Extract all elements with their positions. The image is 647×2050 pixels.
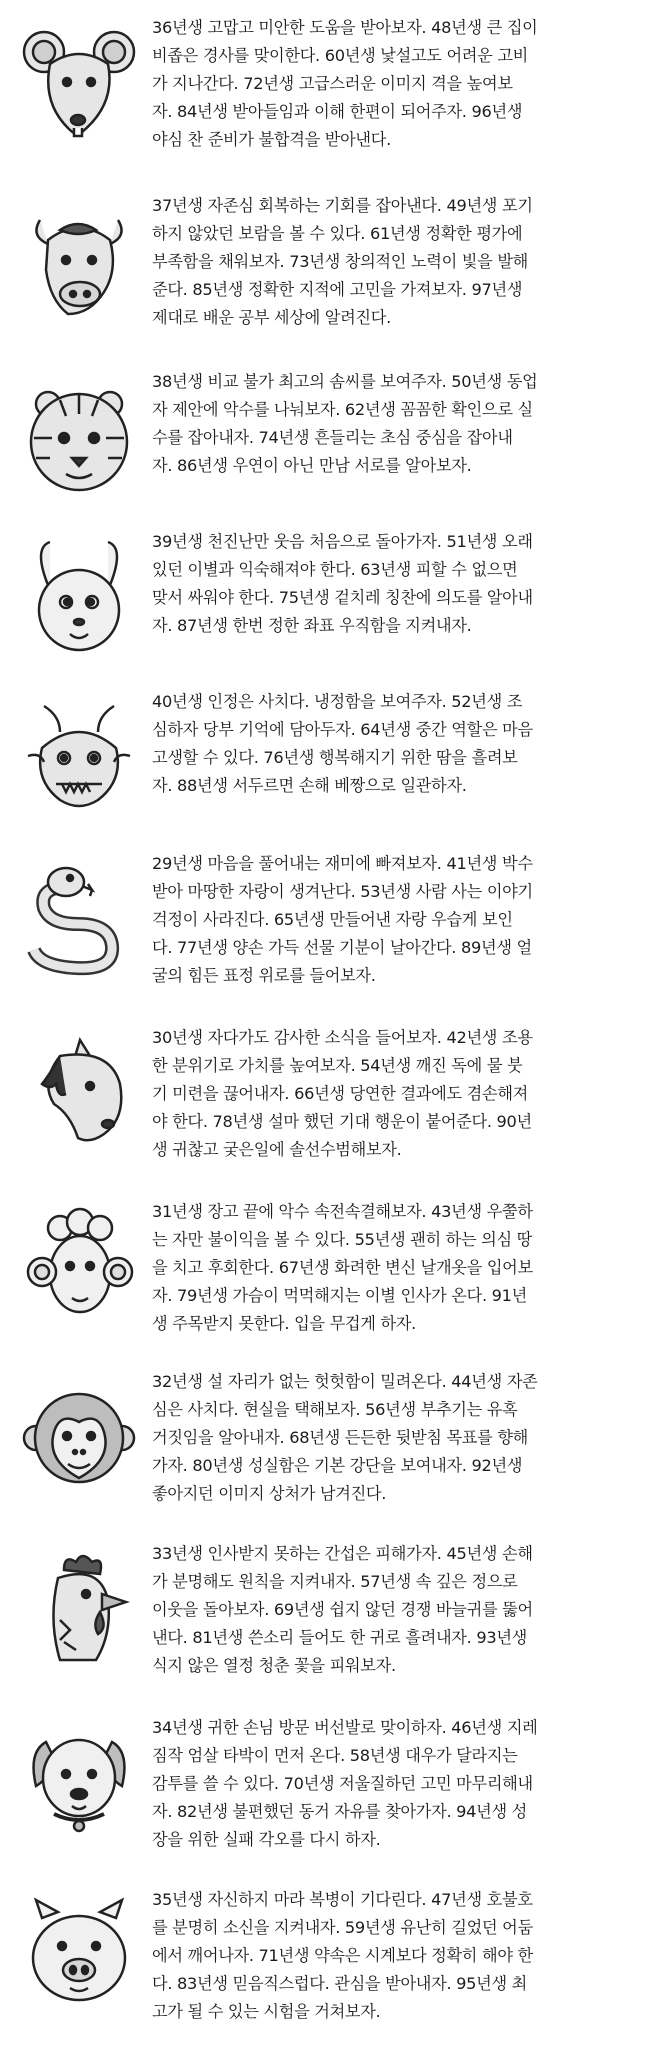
rat-icon (20, 24, 138, 144)
text-line: 걱정이 사라진다. 65년생 만들어낸 자랑 우습게 보인 (152, 910, 513, 929)
text-line: 고생할 수 있다. 76년생 행복해지기 위한 땀을 흘려보 (152, 748, 518, 767)
text-line: 준다. 85년생 정확한 지적에 고민을 가져보자. 97년생 (152, 280, 523, 299)
horoscope-text (152, 1024, 640, 1164)
horoscope-text (152, 1714, 640, 1854)
horoscope-text (152, 688, 640, 800)
horoscope-text (152, 1368, 640, 1508)
text-line: 거짓임을 알아내자. 68년생 든든한 뒷받침 목표를 향해 (152, 1428, 528, 1447)
horoscope-text (152, 1886, 640, 2026)
text-line: 가 지나간다. 72년생 고급스러운 이미지 격을 높여보 (152, 74, 513, 93)
horoscope-text (152, 1198, 640, 1338)
tiger-icon (20, 378, 138, 498)
horoscope-text (152, 528, 640, 640)
text-line: 37년생 자존심 회복하는 기회를 잡아낸다. 49년생 포기 (152, 196, 533, 215)
ox-icon (20, 200, 138, 320)
horoscope-text (152, 192, 640, 332)
text-line: 야심 찬 준비가 불합격을 받아낸다. (152, 130, 391, 149)
text-line: 36년생 고맙고 미안한 도움을 받아보자. 48년생 큰 집이 (152, 18, 538, 37)
monkey-icon (20, 1378, 138, 1498)
text-line: 자. 82년생 불편했던 동거 자유를 찾아가자. 94년생 성 (152, 1802, 528, 1821)
sheep-icon (20, 1206, 138, 1326)
text-line: 한 분위기로 가치를 높여보자. 54년생 깨진 독에 물 붓 (152, 1056, 523, 1075)
text-line: 는 자만 불이익을 볼 수 있다. 55년생 괜히 하는 의심 땅 (152, 1230, 533, 1249)
text-line: 장을 위한 실패 각오를 다시 하자. (152, 1830, 381, 1849)
text-line: 가 분명해도 원칙을 지켜내자. 57년생 속 깊은 정으로 (152, 1572, 518, 1591)
snake-icon (20, 858, 138, 978)
text-line: 비좁은 경사를 맞이한다. 60년생 낯설고도 어려운 고비 (152, 46, 528, 65)
text-line: 낸다. 81년생 쓴소리 들어도 한 귀로 흘려내자. 93년생 (152, 1628, 528, 1647)
text-line: 짐작 엄살 타박이 먼저 온다. 58년생 대우가 달라지는 (152, 1746, 518, 1765)
text-line: 32년생 설 자리가 없는 헛헛함이 밀려온다. 44년생 자존 (152, 1372, 538, 1391)
text-line: 야 한다. 78년생 설마 했던 기대 행운이 붙어준다. 90년 (152, 1112, 532, 1131)
text-line: 맞서 싸워야 한다. 75년생 겉치레 칭찬에 의도를 알아내 (152, 588, 533, 607)
pig-icon (20, 1896, 138, 2016)
text-line: 33년생 인사받지 못하는 간섭은 피해가자. 45년생 손해 (152, 1544, 533, 1563)
text-line: 고가 될 수 있는 시험을 거쳐보자. (152, 2002, 381, 2021)
text-line: 다. 83년생 믿음직스럽다. 관심을 받아내자. 95년생 최 (152, 1974, 528, 1993)
text-line: 34년생 귀한 손님 방문 버선발로 맞이하자. 46년생 지레 (152, 1718, 538, 1737)
text-line: 생 주목받지 못한다. 입을 무겁게 하자. (152, 1314, 416, 1333)
text-line: 굴의 힘든 표정 위로를 들어보자. (152, 966, 376, 985)
text-line: 다. 77년생 양손 가득 선물 기분이 날아간다. 89년생 얼 (152, 938, 532, 957)
text-line: 29년생 마음을 풀어내는 재미에 빠져보자. 41년생 박수 (152, 854, 533, 873)
text-line: 좋아지던 이미지 상처가 남겨진다. (152, 1484, 387, 1503)
text-line: 자. 84년생 받아들임과 이해 한편이 되어주자. 96년생 (152, 102, 523, 121)
text-line: 부족함을 채워보자. 73년생 창의적인 노력이 빛을 발해 (152, 252, 528, 271)
text-line: 을 치고 후회한다. 67년생 화려한 변신 날개옷을 입어보 (152, 1258, 533, 1277)
text-line: 기 미련을 끊어내자. 66년생 당연한 결과에도 겸손해져 (152, 1084, 528, 1103)
horoscope-text (152, 14, 640, 154)
text-line: 식지 않은 열정 청춘 꽃을 피워보자. (152, 1656, 396, 1675)
text-line: 자. 88년생 서두르면 손해 베짱으로 일관하자. (152, 776, 467, 795)
text-line: 자. 87년생 한번 정한 좌표 우직함을 지켜내자. (152, 616, 472, 635)
text-line: 감투를 쓸 수 있다. 70년생 저울질하던 고민 마무리해내 (152, 1774, 533, 1793)
text-line: 자 제안에 악수를 나눠보자. 62년생 꼼꼼한 확인으로 실 (152, 400, 533, 419)
text-line: 제대로 배운 공부 세상에 알려진다. (152, 308, 391, 327)
rabbit-icon (20, 538, 138, 658)
dog-icon (20, 1722, 138, 1842)
text-line: 40년생 인정은 사치다. 냉정함을 보여주자. 52년생 조 (152, 692, 523, 711)
horoscope-text (152, 850, 640, 990)
text-line: 수를 잡아내자. 74년생 흔들리는 초심 중심을 잡아내 (152, 428, 513, 447)
text-line: 를 분명히 소신을 지켜내자. 59년생 유난히 길었던 어둠 (152, 1918, 533, 1937)
horoscope-text (152, 1540, 640, 1680)
text-line: 받아 마땅한 자랑이 생겨난다. 53년생 사람 사는 이야기 (152, 882, 533, 901)
text-line: 심은 사치다. 현실을 택해보자. 56년생 부추기는 유혹 (152, 1400, 518, 1419)
horse-icon (20, 1034, 138, 1154)
text-line: 자. 79년생 가슴이 먹먹해지는 이별 인사가 온다. 91년 (152, 1286, 528, 1305)
text-line: 이웃을 돌아보자. 69년생 쉽지 않던 경쟁 바늘귀를 뚫어 (152, 1600, 533, 1619)
text-line: 에서 깨어나자. 71년생 약속은 시계보다 정확히 해야 한 (152, 1946, 533, 1965)
dragon-icon (20, 696, 138, 816)
text-line: 35년생 자신하지 마라 복병이 기다린다. 47년생 호불호 (152, 1890, 533, 1909)
text-line: 가자. 80년생 성실함은 기본 강단을 보여내자. 92년생 (152, 1456, 523, 1475)
text-line: 심하자 당부 기억에 담아두자. 64년생 중간 역할은 마음 (152, 720, 533, 739)
text-line: 생 귀찮고 궂은일에 솔선수범해보자. (152, 1140, 402, 1159)
text-line: 39년생 천진난만 웃음 처음으로 돌아가자. 51년생 오래 (152, 532, 533, 551)
text-line: 있던 이별과 익숙해져야 한다. 63년생 피할 수 없으면 (152, 560, 518, 579)
text-line: 하지 않았던 보람을 볼 수 있다. 61년생 정확한 평가에 (152, 224, 523, 243)
text-line: 31년생 장고 끝에 악수 속전속결해보자. 43년생 우쭐하 (152, 1202, 533, 1221)
text-line: 자. 86년생 우연이 아닌 만남 서로를 알아보자. (152, 456, 472, 475)
rooster-icon (20, 1550, 138, 1670)
text-line: 30년생 자다가도 감사한 소식을 들어보자. 42년생 조용 (152, 1028, 533, 1047)
horoscope-text (152, 368, 640, 480)
text-line: 38년생 비교 불가 최고의 솜씨를 보여주자. 50년생 동업 (152, 372, 538, 391)
